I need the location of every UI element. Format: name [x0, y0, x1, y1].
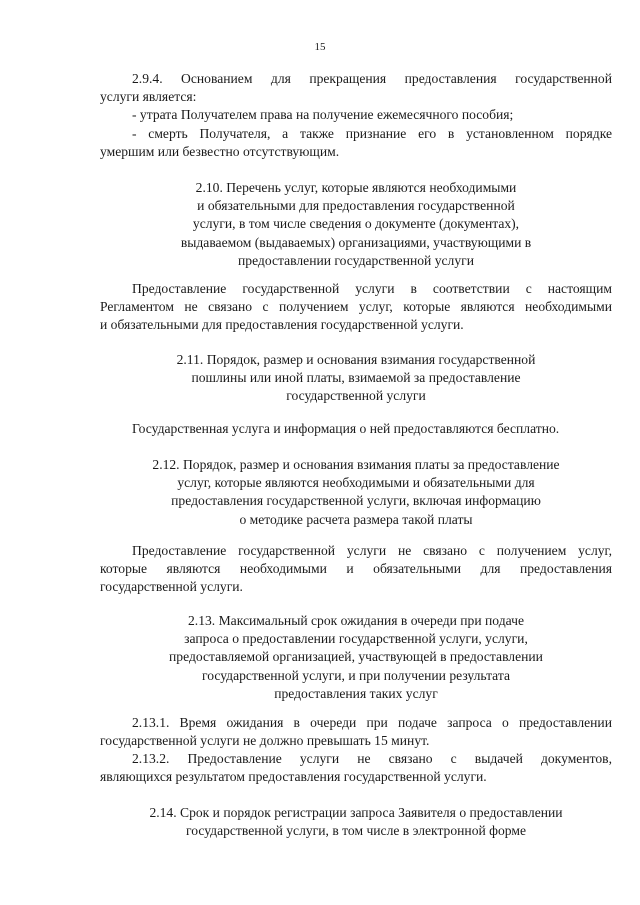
- text-line: государственной услуги.: [100, 579, 243, 595]
- paragraph-2-9-4: [100, 70, 612, 161]
- text-line: услуги является:: [100, 89, 197, 105]
- text-line: которые являются необходимыми и обязательными для предоставления: [100, 561, 612, 577]
- heading-line: пошлины или иной платы, взимаемой за предоставление: [191, 370, 521, 386]
- heading-line: государственной услуги, в том числе в электронной форме: [185, 823, 526, 839]
- text-line: Предоставление государственной услуги не связано с получением услуг,: [132, 543, 612, 558]
- heading-line: предоставлении государственной услуги: [238, 252, 474, 268]
- heading-2-10: [100, 179, 612, 270]
- text-line: умершим или безвестно отсутствующим.: [100, 143, 340, 159]
- heading-line: 2.13. Максимальный срок ожидания в очереди при подаче: [188, 613, 524, 628]
- text-line: 2.13.2. Предоставление услуги не связано с выдачей документов,: [132, 751, 612, 766]
- heading-line: 2.10. Перечень услуг, которые являются необходимыми: [195, 180, 517, 195]
- text-line: - утрата Получателем права на получение ежемесячного пособия;: [132, 107, 514, 123]
- paragraph-2-13-1: [100, 714, 612, 750]
- heading-line: о методике расчета размера такой платы: [239, 511, 473, 527]
- text-line: Предоставление государственной услуги в соответствии с настоящим: [132, 281, 612, 296]
- heading-line: 2.11. Порядок, размер и основания взимания государственной: [176, 352, 536, 367]
- paragraph-2-10: [100, 280, 612, 335]
- heading-2-11: [100, 351, 612, 406]
- heading-line: и обязательными для предоставления государственной: [197, 198, 515, 214]
- heading-line: государственной услуги, и при получении результата: [202, 667, 510, 683]
- heading-line: предоставления таких услуг: [274, 685, 438, 701]
- text-line: Регламентом не связано с получением услуг, которые являются необходимыми: [100, 299, 612, 315]
- heading-2-14: [100, 804, 612, 840]
- paragraph-2-12: [100, 542, 612, 597]
- heading-line: запроса о предоставлении государственной услуги, услуги,: [184, 631, 528, 647]
- text-line: - смерть Получателя, а также признание его в установленном порядке: [132, 125, 612, 141]
- text-line: 2.9.4. Основанием для прекращения предоставления государственной: [132, 71, 612, 86]
- heading-line: государственной услуги: [286, 388, 426, 404]
- page-number: 15: [314, 41, 326, 53]
- heading-2-13: [100, 612, 612, 703]
- heading-line: предоставляемой организацией, участвующей в предоставлении: [169, 649, 543, 665]
- text-line: государственной услуги не должно превышать 15 минут.: [100, 733, 430, 749]
- text-line: 2.13.1. Время ожидания в очереди при подаче запроса о предоставлении: [132, 715, 612, 730]
- heading-line: 2.14. Срок и порядок регистрации запроса Заявителя о предоставлении: [149, 805, 563, 820]
- paragraph-2-11: [100, 420, 612, 438]
- heading-line: выдаваемом (выдаваемых) организациями, участвующими в: [180, 234, 532, 250]
- heading-line: 2.12. Порядок, размер и основания взимания платы за предоставление: [152, 457, 560, 472]
- paragraph-2-13-2: [100, 750, 612, 786]
- heading-line: услуги, в том числе сведения о документе (документах),: [192, 216, 520, 232]
- text-line: являющихся результатом предоставления государственной услуги.: [100, 769, 487, 785]
- text-line: и обязательными для предоставления государственной услуги.: [100, 317, 464, 333]
- heading-2-12: [100, 456, 612, 529]
- text-line: Государственная услуга и информация о ней предоставляются бесплатно.: [132, 421, 560, 436]
- heading-line: услуг, которые являются необходимыми и обязательными для: [177, 475, 535, 491]
- heading-line: предоставления государственной услуги, включая информацию: [171, 493, 541, 509]
